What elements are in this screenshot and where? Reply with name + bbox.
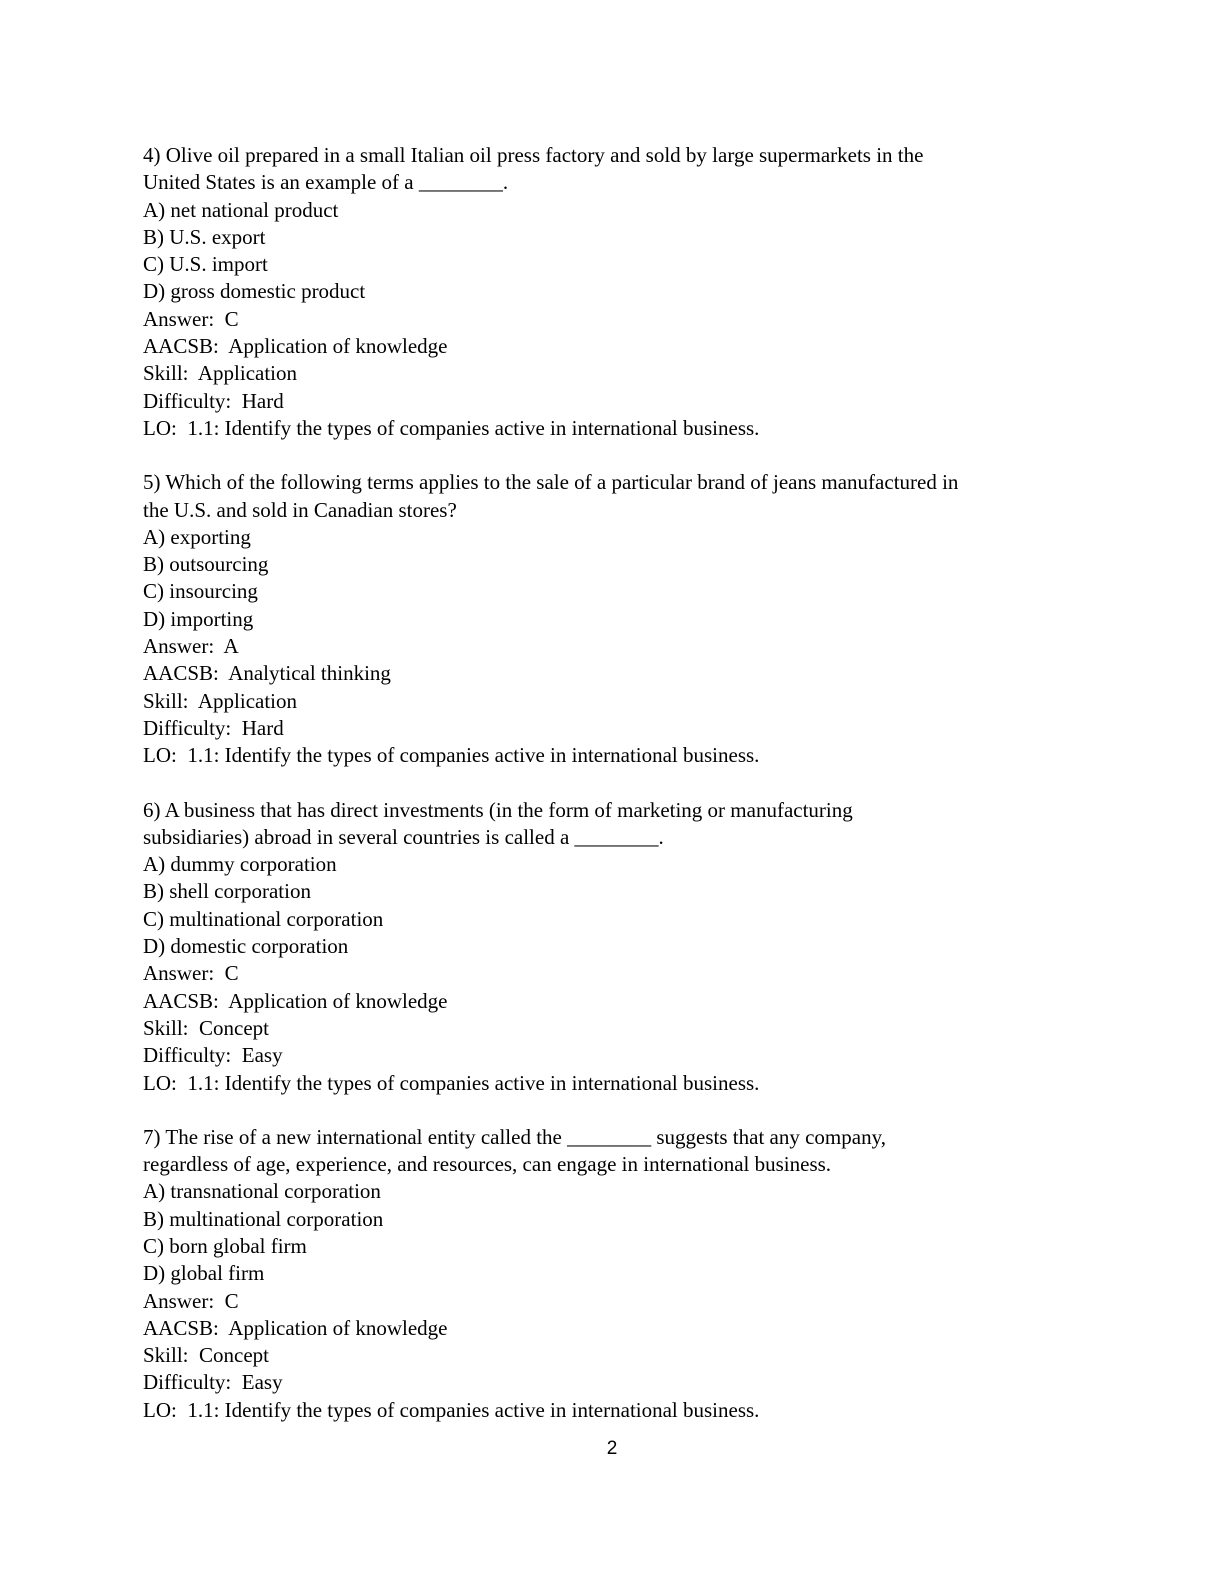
- answer-option-a: A) transnational corporation: [143, 1179, 381, 1204]
- question-stem-line: regardless of age, experience, and resources, can engage in international business.: [143, 1152, 832, 1177]
- aacsb-tag: AACSB: Application of knowledge: [143, 1315, 448, 1340]
- difficulty-tag: Difficulty: Easy: [143, 1043, 283, 1068]
- answer-option-a: A) exporting: [143, 524, 251, 549]
- skill-tag: Skill: Concept: [143, 1343, 269, 1368]
- aacsb-tag: AACSB: Analytical thinking: [143, 661, 391, 686]
- answer-option-c: C) U.S. import: [143, 252, 268, 277]
- answer-option-c: C) multinational corporation: [143, 906, 384, 931]
- correct-answer: Answer: C: [143, 306, 239, 331]
- learning-objective: LO: 1.1: Identify the types of companies active in international business.: [143, 415, 760, 440]
- learning-objective: LO: 1.1: Identify the types of companies active in international business.: [143, 1397, 760, 1422]
- question-stem-line: 5) Which of the following terms applies to the sale of a particular brand of jeans manufactured in: [143, 470, 959, 495]
- question-stem-line: the U.S. and sold in Canadian stores?: [143, 497, 457, 522]
- difficulty-tag: Difficulty: Hard: [143, 388, 284, 413]
- question-stem-line: United States is an example of a ________.: [143, 170, 509, 195]
- skill-tag: Skill: Application: [143, 361, 298, 386]
- question-6: [143, 797, 1093, 1097]
- answer-option-b: B) outsourcing: [143, 552, 269, 577]
- answer-option-a: A) net national product: [143, 197, 339, 222]
- page-number: 2: [606, 1438, 618, 1459]
- answer-option-d: D) global firm: [143, 1261, 265, 1286]
- answer-option-c: C) insourcing: [143, 579, 258, 604]
- skill-tag: Skill: Application: [143, 688, 298, 713]
- difficulty-tag: Difficulty: Hard: [143, 715, 284, 740]
- aacsb-tag: AACSB: Application of knowledge: [143, 988, 448, 1013]
- question-stem-line: 7) The rise of a new international entity called the ________ suggests that any company,: [143, 1124, 886, 1149]
- correct-answer: Answer: C: [143, 1288, 239, 1313]
- answer-option-d: D) domestic corporation: [143, 934, 349, 959]
- skill-tag: Skill: Concept: [143, 1015, 269, 1040]
- learning-objective: LO: 1.1: Identify the types of companies active in international business.: [143, 1070, 760, 1095]
- answer-option-d: D) importing: [143, 606, 254, 631]
- correct-answer: Answer: C: [143, 961, 239, 986]
- answer-option-a: A) dummy corporation: [143, 852, 337, 877]
- aacsb-tag: AACSB: Application of knowledge: [143, 334, 448, 359]
- question-7: [143, 1124, 1093, 1424]
- learning-objective: LO: 1.1: Identify the types of companies active in international business.: [143, 743, 760, 768]
- answer-option-b: B) U.S. export: [143, 224, 266, 249]
- correct-answer: Answer: A: [143, 634, 239, 659]
- question-stem-line: 6) A business that has direct investments (in the form of marketing or manufacturing: [143, 797, 853, 822]
- question-4: [143, 142, 1093, 442]
- difficulty-tag: Difficulty: Easy: [143, 1370, 283, 1395]
- answer-option-b: B) multinational corporation: [143, 1206, 384, 1231]
- answer-option-d: D) gross domestic product: [143, 279, 366, 304]
- question-stem-line: subsidiaries) abroad in several countries is called a ________.: [143, 824, 664, 849]
- answer-option-c: C) born global firm: [143, 1233, 307, 1258]
- question-5: [143, 469, 1093, 769]
- question-stem-line: 4) Olive oil prepared in a small Italian oil press factory and sold by large supermarkets in the: [143, 143, 924, 167]
- answer-option-b: B) shell corporation: [143, 879, 311, 904]
- question-list: [143, 142, 1093, 1451]
